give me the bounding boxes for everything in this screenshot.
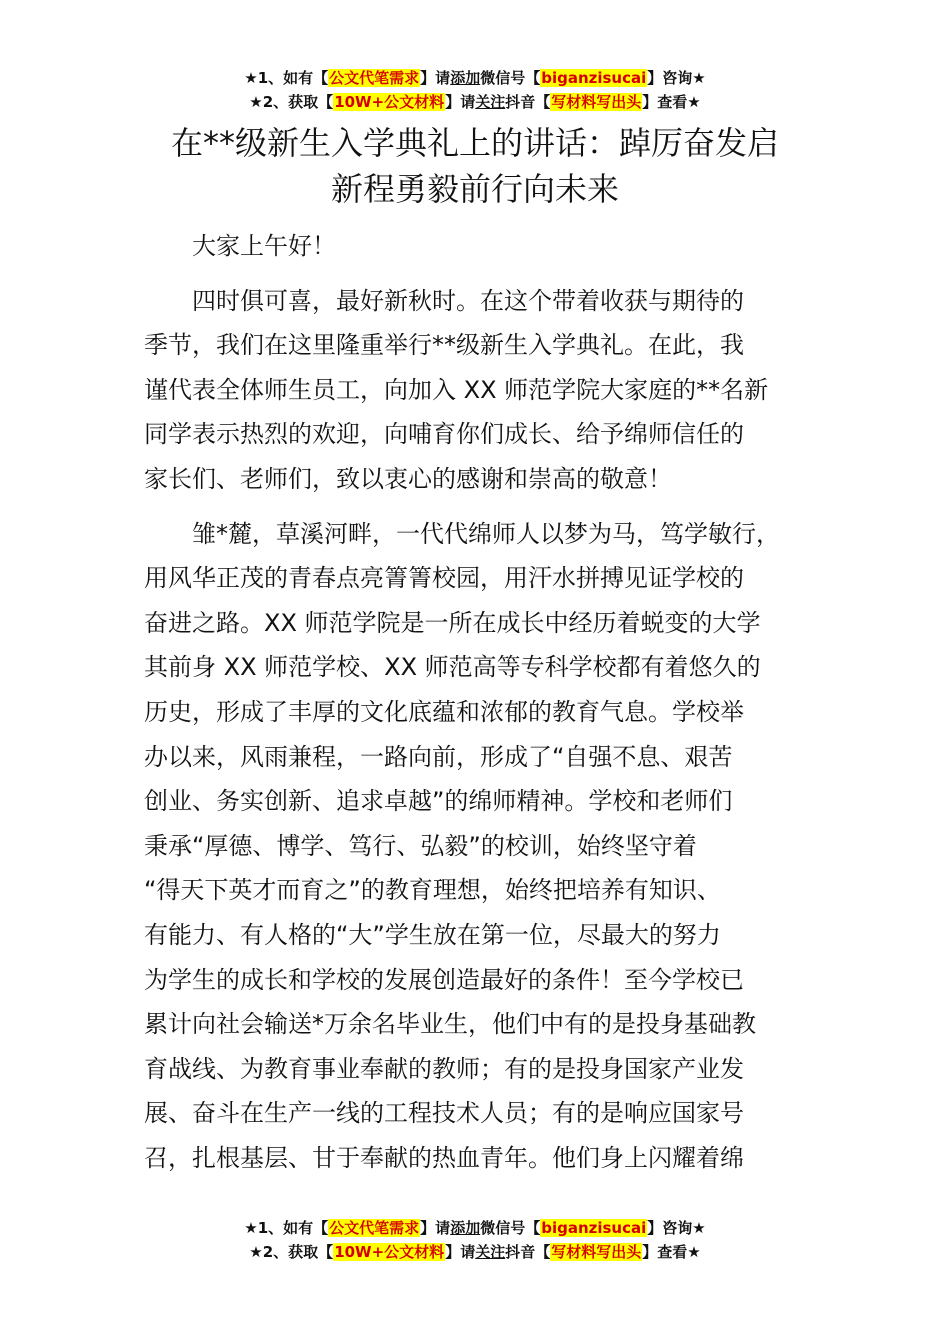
title-line-2: 新程勇毅前行向未来 bbox=[330, 170, 619, 208]
text-line: 季节，我们在这里隆重举行**级新生入学典礼。在此，我 bbox=[144, 331, 744, 360]
text-line: 奋进之路。XX 师范学院是一所在成长中经历着蜕变的大学 bbox=[144, 608, 761, 637]
document-title bbox=[100, 120, 850, 212]
text-line: 四时俱可喜，最好新秋时。在这个带着收获与期待的 bbox=[192, 286, 744, 315]
promo-line-1 bbox=[0, 1216, 950, 1240]
text-line: “得天下英才而育之”的教育理想，始终把培养有知识、 bbox=[144, 876, 721, 905]
text-line: 雏*麓，草溪河畔，一代代绵师人以梦为马，笃学敏行， bbox=[192, 519, 780, 548]
promo-text: 抖音【 bbox=[505, 1243, 551, 1261]
promo-text: 】请 bbox=[420, 69, 451, 87]
paragraph-greeting bbox=[144, 224, 824, 269]
promo-underline: 关注 bbox=[475, 93, 506, 111]
paragraph-history bbox=[144, 512, 824, 1181]
text-line: 历史，形成了丰厚的文化底蕴和浓郁的教育气息。学校举 bbox=[144, 697, 744, 726]
promo-text: 】请 bbox=[445, 1243, 476, 1261]
promo-highlight-wechat-id: biganzisucai bbox=[541, 69, 647, 87]
promo-highlight: 10W+公文材料 bbox=[334, 1243, 445, 1261]
promo-text: ★2、获取【 bbox=[249, 1243, 334, 1261]
promo-text: 微信号【 bbox=[480, 69, 541, 87]
text-line: 累计向社会输送*万余名毕业生，他们中有的是投身基础教 bbox=[144, 1010, 756, 1039]
text-line: 召，扎根基层、甘于奉献的热血青年。他们身上闪耀着绵 bbox=[144, 1143, 744, 1172]
promo-text: ★1、如有【 bbox=[244, 1219, 329, 1237]
text-line: 创业、务实创新、追求卓越”的绵师精神。学校和老师们 bbox=[144, 787, 733, 816]
promo-text: 】请 bbox=[420, 1219, 451, 1237]
promo-highlight-wechat-id: biganzisucai bbox=[541, 1219, 647, 1237]
promo-text: ★2、获取【 bbox=[249, 93, 334, 111]
promo-highlight-douyin-id: 写材料写出头 bbox=[551, 93, 642, 111]
text-line: 其前身 XX 师范学校、XX 师范高等专科学校都有着悠久的 bbox=[144, 653, 761, 682]
promo-text: 】查看★ bbox=[642, 93, 701, 111]
title-line-1: 在**级新生入学典礼上的讲话：踔厉奋发启 bbox=[170, 124, 779, 162]
text-line: 办以来，风雨兼程，一路向前，形成了“自强不息、艰苦 bbox=[144, 742, 733, 771]
promo-underline: 添加 bbox=[450, 69, 481, 87]
text-line: 用风华正茂的青春点亮箐箐校园，用汗水拼搏见证学校的 bbox=[144, 564, 744, 593]
promo-text: 】查看★ bbox=[642, 1243, 701, 1261]
text-line: 育战线、为教育事业奉献的教师；有的是投身国家产业发 bbox=[144, 1054, 744, 1083]
promo-banner-bottom bbox=[0, 1216, 950, 1264]
promo-line-2 bbox=[0, 1240, 950, 1264]
document-body bbox=[144, 224, 824, 1180]
text-line: 家长们、老师们，致以衷心的感谢和崇高的敬意！ bbox=[144, 464, 672, 493]
text-line: 为学生的成长和学校的发展创造最好的条件！至今学校已 bbox=[144, 965, 744, 994]
promo-text: 微信号【 bbox=[480, 1219, 541, 1237]
text-line: 谨代表全体师生员工，向加入 XX 师范学院大家庭的**名新 bbox=[144, 375, 769, 404]
promo-text: ★1、如有【 bbox=[244, 69, 329, 87]
paragraph-welcome bbox=[144, 279, 824, 502]
promo-text: 】咨询★ bbox=[647, 69, 706, 87]
promo-text: 抖音【 bbox=[505, 93, 551, 111]
text-line: 大家上午好！ bbox=[192, 232, 336, 260]
promo-highlight: 公文代笔需求 bbox=[329, 69, 420, 87]
text-line: 展、奋斗在生产一线的工程技术人员；有的是响应国家号 bbox=[144, 1099, 744, 1128]
promo-highlight: 10W+公文材料 bbox=[334, 93, 445, 111]
promo-highlight: 公文代笔需求 bbox=[329, 1219, 420, 1237]
promo-banner-top bbox=[0, 66, 950, 114]
text-line: 有能力、有人格的“大”学生放在第一位，尽最大的努力 bbox=[144, 920, 721, 949]
promo-underline: 添加 bbox=[450, 1219, 481, 1237]
text-line: 同学表示热烈的欢迎，向哺育你们成长、给予绵师信任的 bbox=[144, 420, 744, 449]
promo-line-1 bbox=[0, 66, 950, 90]
promo-text: 】咨询★ bbox=[647, 1219, 706, 1237]
promo-text: 】请 bbox=[445, 93, 476, 111]
promo-line-2 bbox=[0, 90, 950, 114]
promo-highlight-douyin-id: 写材料写出头 bbox=[551, 1243, 642, 1261]
text-line: 秉承“厚德、博学、笃行、弘毅”的校训，始终坚守着 bbox=[144, 831, 697, 860]
promo-underline: 关注 bbox=[475, 1243, 506, 1261]
